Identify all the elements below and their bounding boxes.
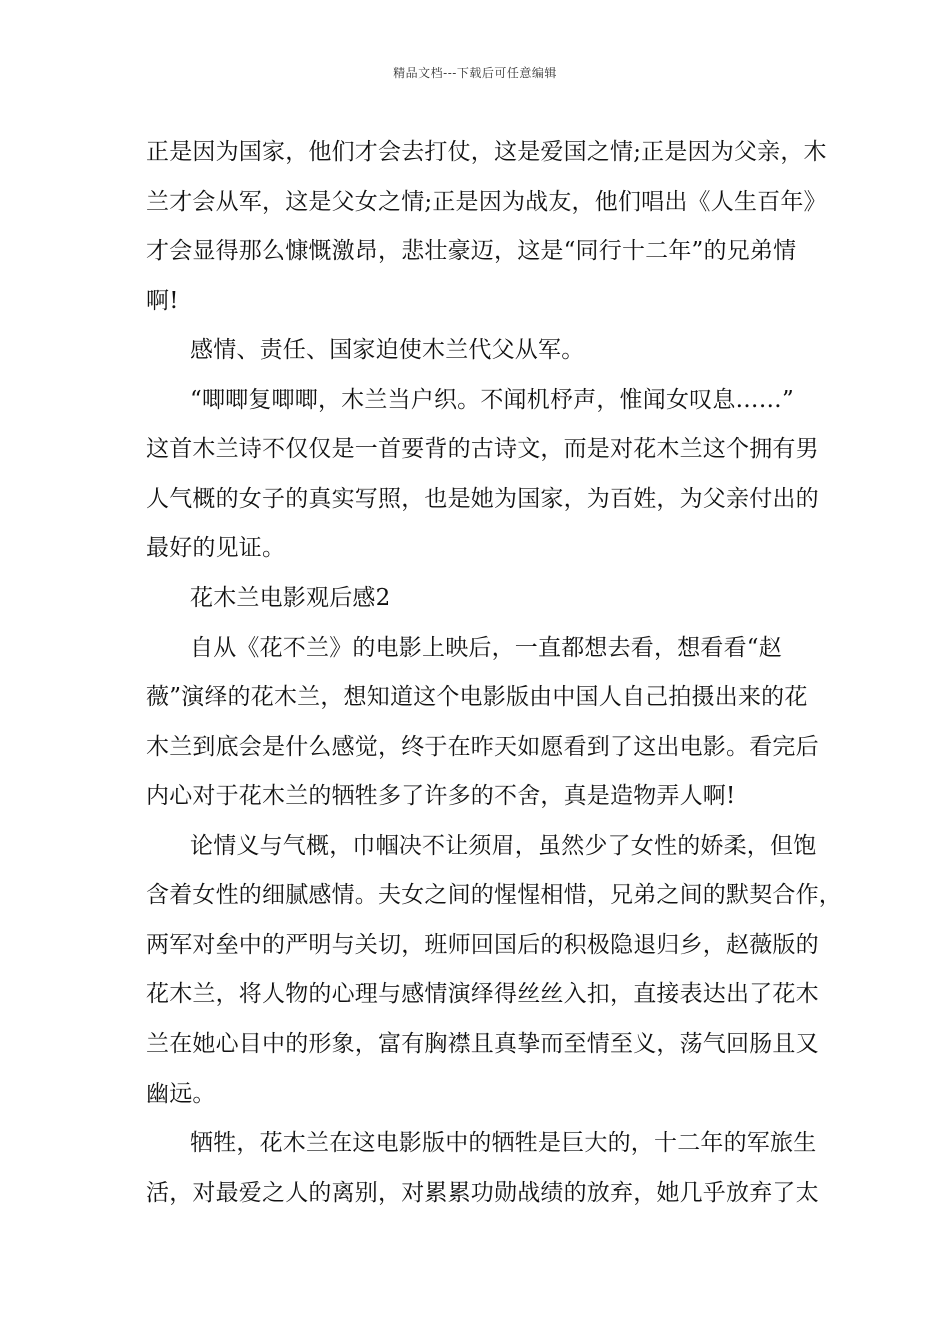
body-line: 啊! [146, 288, 179, 314]
body-line: “唧唧复唧唧，木兰当户织。不闻机杼声，惟闻女叹息……” [190, 387, 794, 413]
page-header: 精品文档---下载后可任意编辑 [393, 66, 557, 80]
body-line: 含着女性的细腻感情。夫女之间的惺惺相惜，兄弟之间的默契合作， [146, 882, 842, 908]
body-line: 正是因为国家，他们才会去打仗，这是爱国之情;正是因为父亲，木 [146, 139, 827, 165]
body-line: 薇”演绎的花木兰，想知道这个电影版由中国人自己拍摄出来的花 [146, 684, 808, 710]
body-line: 内心对于花木兰的牺牲多了许多的不舍，真是造物弄人啊! [146, 783, 736, 809]
body-line: 兰在她心目中的形象，富有胸襟且真挚而至情至义，荡气回肠且又 [146, 1031, 819, 1057]
body-line: 活，对最爱之人的离别，对累累功勋战绩的放弃，她几乎放弃了太 [146, 1180, 819, 1206]
section-heading: 花木兰电影观后感2 [190, 585, 391, 611]
body-line: 这首木兰诗不仅仅是一首要背的古诗文，而是对花木兰这个拥有男 [146, 436, 819, 462]
body-line: 才会显得那么慷慨激昂，悲壮豪迈，这是“同行十二年”的兄弟情 [146, 238, 797, 264]
body-line: 牺牲，花木兰在这电影版中的牺牲是巨大的，十二年的军旅生 [190, 1130, 817, 1156]
body-line: 兰才会从军，这是父女之情;正是因为战友，他们唱出《人生百年》 [146, 189, 827, 215]
body-line: 木兰到底会是什么感觉，终于在昨天如愿看到了这出电影。看完后 [146, 734, 819, 760]
body-line: 幽远。 [146, 1081, 216, 1107]
body-line: 感情、责任、国家迫使木兰代父从军。 [190, 337, 585, 363]
body-line: 两军对垒中的严明与关切，班师回国后的积极隐退归乡，赵薇版的 [146, 932, 819, 958]
body-line: 花木兰，将人物的心理与感情演绎得丝丝入扣，直接表达出了花木 [146, 981, 819, 1007]
body-line: 最好的见证。 [146, 535, 286, 561]
body-line: 论情义与气概，巾帼决不让须眉，虽然少了女性的娇柔，但饱 [190, 833, 817, 859]
body-line: 人气概的女子的真实写照，也是她为国家，为百姓，为父亲付出的 [146, 486, 819, 512]
body-line: 自从《花不兰》的电影上映后，一直都想去看，想看看“赵 [190, 635, 782, 661]
